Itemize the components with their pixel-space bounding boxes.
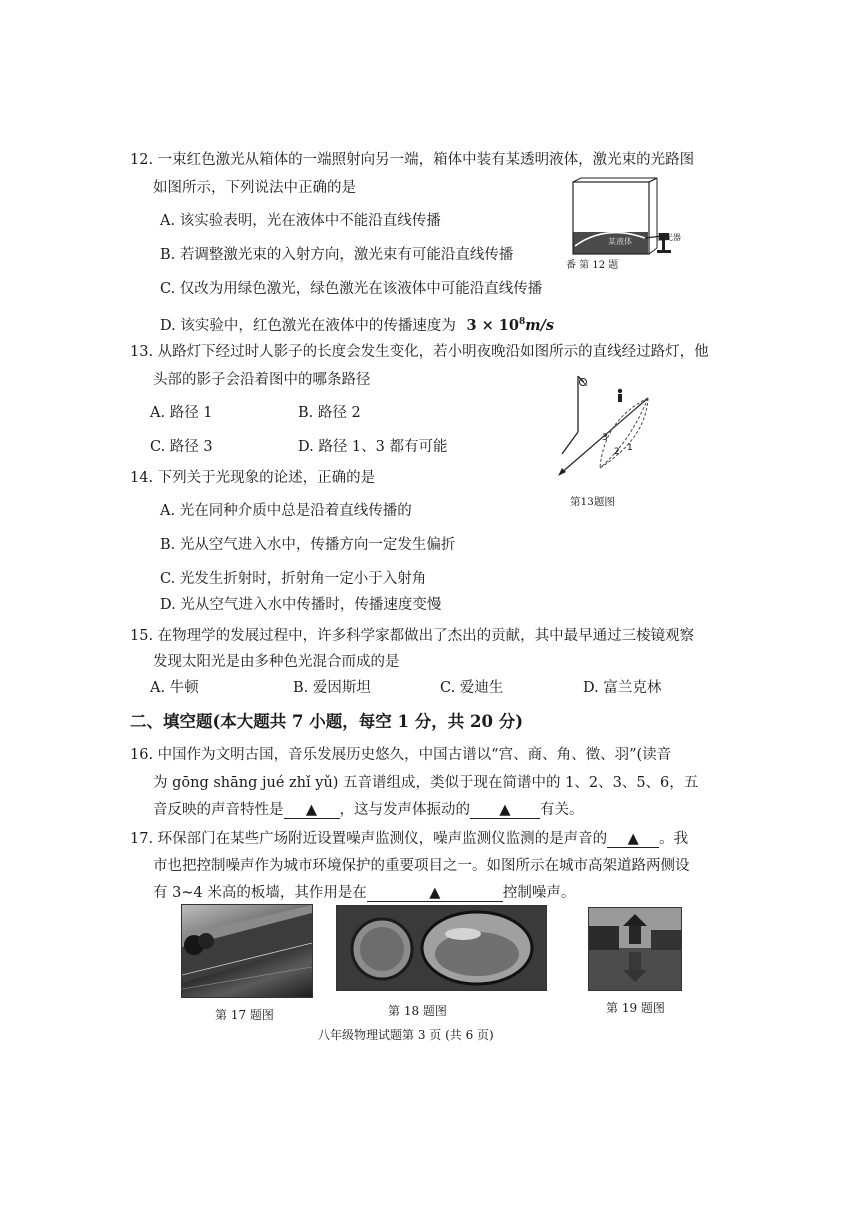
q15-option-b: B. 爱因斯坦 — [293, 680, 371, 696]
q12-option-d — [160, 312, 554, 336]
q13-figure — [548, 368, 658, 480]
q17-line2: 市也把控制噪声作为城市环境保护的重要项目之一。如图所示在城市高架道路两侧设 — [153, 858, 690, 874]
q12-speed-exponent: 8 — [518, 317, 526, 327]
q13-stem-line1: 13. 从路灯下经过时人影子的长度会发生变化，若小明夜晚沿如图所示的直线经过路灯，他 — [130, 344, 709, 360]
q15-option-c: C. 爱迪生 — [440, 680, 504, 696]
q16-line3 — [153, 800, 584, 820]
q13-path-label-2: 2 — [614, 447, 620, 457]
q12-laser-label: 激光器 — [657, 233, 681, 242]
section-2-heading: 二、填空题(本大题共 7 小题，每空 1 分，共 20 分) — [130, 712, 524, 731]
q17-blank-1[interactable]: ▲ — [607, 831, 659, 848]
page-footer: 八年级物理试题第 3 页 (共 6 页) — [318, 1028, 494, 1042]
q19-photo-pavilion-reflection — [588, 907, 682, 991]
q12-liquid-label: 某液体 — [608, 237, 632, 246]
q17-line1-text-b: 。我 — [659, 831, 689, 847]
q13-path-label-3: 3 — [602, 433, 608, 443]
q12-option-a: A. 该实验表明，光在液体中不能沿直线传播 — [160, 213, 441, 229]
q12-option-c: C. 仅改为用绿色激光，绿色激光在该液体中可能沿直线传播 — [160, 281, 543, 297]
q15-stem-line1: 15. 在物理学的发展过程中，许多科学家都做出了杰出的贡献，其中最早通过三棱镜观察 — [130, 628, 695, 644]
q16-line3-text-b: ，这与发声体振动的 — [339, 802, 470, 818]
q19-photo-art — [589, 908, 681, 990]
q13-stem-line2: 头部的影子会沿着图中的哪条路径 — [153, 372, 371, 388]
q13-option-c: C. 路径 3 — [150, 439, 213, 455]
q13-option-a: A. 路径 1 — [150, 405, 213, 421]
q13-option-d: D. 路径 1、3 都有可能 — [298, 439, 448, 455]
q17-figure-caption: 第 17 题图 — [215, 1008, 274, 1022]
q13-option-b: B. 路径 2 — [298, 405, 361, 421]
q16-line2: 为 gōng shāng jué zhǐ yǔ) 五音谱组成，类似于现在简谱中的 1、2、3、5、6，五 — [153, 775, 699, 791]
q14-option-c: C. 光发生折射时，折射角一定小于入射角 — [160, 571, 427, 587]
q18-photo-convex-mirrors — [336, 905, 547, 991]
q17-photo-sound-barrier — [181, 904, 313, 998]
q15-option-a: A. 牛顿 — [150, 680, 199, 696]
q15-stem-line2: 发现太阳光是由多种色光混合而成的是 — [153, 654, 400, 670]
q16-line3-text-a: 音反映的声音特性是 — [153, 802, 284, 818]
q14-option-b: B. 光从空气进入水中，传播方向一定发生偏折 — [160, 537, 456, 553]
q12-option-b: B. 若调整激光束的入射方向，激光束有可能沿直线传播 — [160, 247, 514, 263]
q17-line3 — [153, 883, 575, 903]
q17-line1-text-a: 17. 环保部门在某些广场附近设置噪声监测仪，噪声监测仪监测的是声音的 — [130, 831, 608, 847]
q14-stem: 14. 下列关于光现象的论述，正确的是 — [130, 470, 376, 486]
q15-option-d: D. 富兰克林 — [583, 680, 662, 696]
q14-option-a: A. 光在同种介质中总是沿着直线传播的 — [160, 503, 412, 519]
q16-line1: 16. 中国作为文明古国，音乐发展历史悠久，中国古谱以“宫、商、角、徵、羽”(读音 — [130, 747, 672, 763]
q19-figure-caption: 第 19 题图 — [606, 1001, 665, 1015]
q12-speed-coefficient: 3 × 10 — [466, 316, 519, 334]
q17-line3-text-a: 有 3~4 米高的板墙，其作用是在 — [153, 885, 367, 901]
q13-figure-caption: 第13题图 — [570, 496, 615, 508]
q14-option-d: D. 光从空气进入水中传播时，传播速度变慢 — [160, 597, 442, 613]
q13-path-label-1: 1 — [627, 443, 633, 453]
q12-speed-unit: m/s — [525, 316, 555, 334]
q17-line3-text-b: 控制噪声。 — [502, 885, 576, 901]
q12-figure-caption: 番 第 12 题 — [566, 260, 619, 271]
q16-blank-2[interactable]: ▲ — [470, 802, 540, 819]
q16-blank-1[interactable]: ▲ — [284, 802, 340, 819]
q12-figure — [565, 176, 685, 266]
q18-figure-caption: 第 18 题图 — [388, 1004, 447, 1018]
q12-option-d-text: D. 该实验中，红色激光在液体中的传播速度为 — [160, 317, 456, 334]
q12-stem-line1: 12. 一束红色激光从箱体的一端照射向另一端，箱体中装有某透明液体，激光束的光路图 — [130, 152, 695, 168]
q17-line1 — [130, 829, 688, 849]
q17-blank-2[interactable]: ▲ — [367, 885, 503, 902]
q12-stem-line2: 如图所示，下列说法中正确的是 — [153, 180, 356, 196]
q18-photo-art — [337, 906, 546, 990]
q17-photo-art — [182, 905, 312, 997]
q16-line3-text-c: 有关。 — [540, 802, 584, 818]
